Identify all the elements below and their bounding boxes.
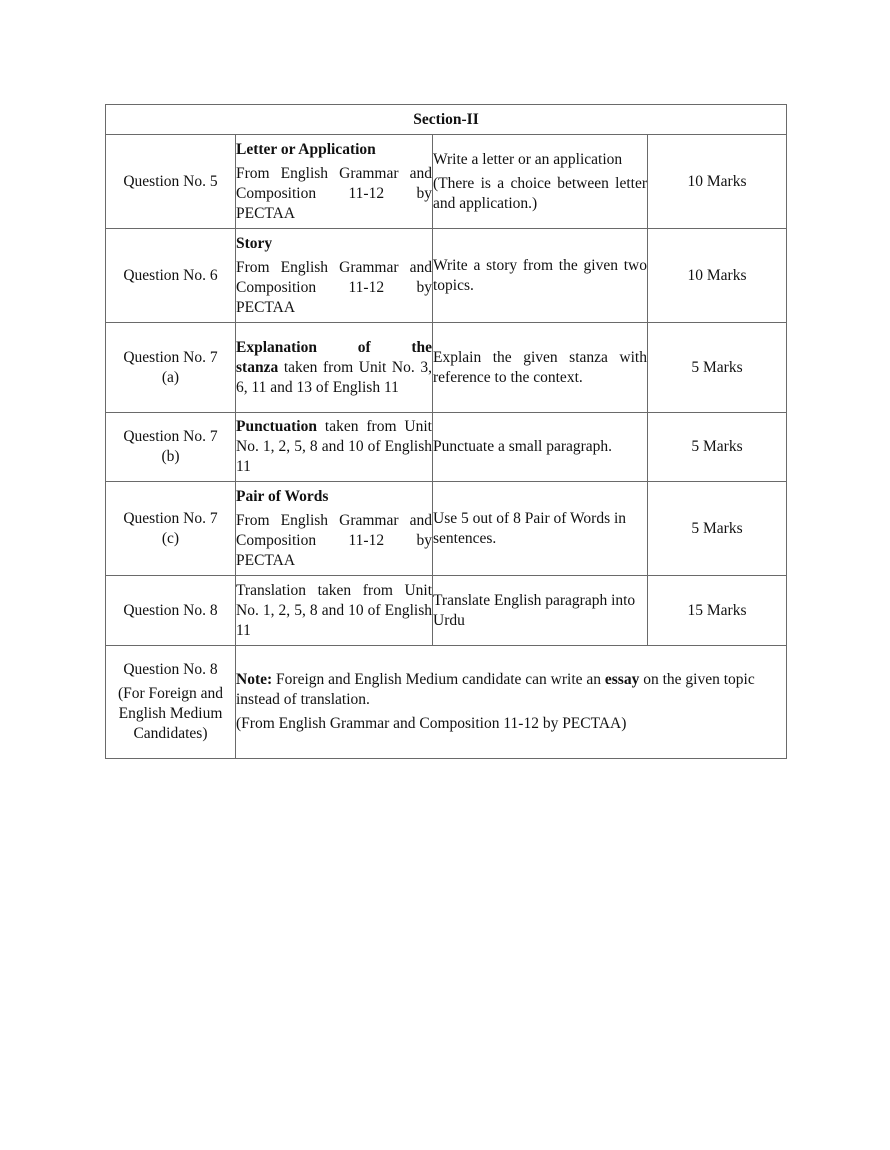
task-cell xyxy=(433,135,648,229)
note-text-2: on the given topic instead of translation. xyxy=(236,671,755,708)
topic-title: Explanation of the xyxy=(236,338,432,356)
task-text: Translate English paragraph into Urdu xyxy=(433,591,636,629)
marks: 15 Marks xyxy=(648,576,787,646)
marks: 5 Marks xyxy=(648,413,787,482)
question-sub: (b) xyxy=(161,448,180,465)
question-sub: (c) xyxy=(161,529,180,547)
topic-title: Punctuation xyxy=(236,418,317,435)
topic-cell xyxy=(236,413,433,482)
task-text: Punctuate a small paragraph. xyxy=(433,438,613,455)
topic-text: From English Grammar and Composition 11-12 by PECTAA xyxy=(236,511,432,569)
marks: 5 Marks xyxy=(648,482,787,576)
topic-text: From English Grammar and Composition 11-12 by PECTAA xyxy=(236,164,432,222)
table-row xyxy=(106,482,787,576)
section-header-row xyxy=(106,105,787,135)
topic-cell xyxy=(236,229,433,323)
question-number: Question No. 5 xyxy=(106,135,236,229)
task-text: Explain the given stanza with reference to the context. xyxy=(433,348,647,386)
table-row xyxy=(106,135,787,229)
section-title: Section-II xyxy=(106,105,787,135)
topic-title-cont: stanza xyxy=(236,358,279,376)
question-number-cell xyxy=(106,323,236,413)
topic-cell xyxy=(236,482,433,576)
topic-cell xyxy=(236,135,433,229)
note-source: (From English Grammar and Composition 11-12 by PECTAA) xyxy=(236,715,627,732)
question-number-cell xyxy=(106,646,236,759)
task-cell xyxy=(433,229,648,323)
topic-text: taken from Unit No. 1, 2, 5, 8 and 10 of English 11 xyxy=(236,418,432,475)
table-row xyxy=(106,413,787,482)
question-number-cell xyxy=(106,413,236,482)
question-number: Question No. 7 xyxy=(123,348,218,366)
table-row xyxy=(106,646,787,759)
note-text xyxy=(236,670,786,710)
topic-title: Letter or Application xyxy=(236,140,376,158)
task-cell xyxy=(433,413,648,482)
question-sub: (a) xyxy=(161,368,180,386)
note-cell xyxy=(236,646,787,759)
question-number: Question No. 8 xyxy=(123,661,218,678)
note-text-1: Foreign and English Medium candidate can write an xyxy=(276,671,602,688)
topic-title: Pair of Words xyxy=(236,487,329,505)
table-row xyxy=(106,576,787,646)
task-text: Use 5 out of 8 Pair of Words in sentences. xyxy=(433,509,627,547)
task-cell xyxy=(433,482,648,576)
question-number: Question No. 6 xyxy=(106,229,236,323)
topic-title: Story xyxy=(236,234,273,252)
question-number: Question No. 7 xyxy=(123,509,218,527)
question-number: Question No. 8 xyxy=(106,576,236,646)
marks: 5 Marks xyxy=(648,323,787,413)
question-number-cell xyxy=(106,482,236,576)
task-cell xyxy=(433,323,648,413)
task-text: Write a story from the given two topics. xyxy=(433,256,647,294)
topic-cell xyxy=(236,323,433,413)
note-label: Note: xyxy=(236,671,273,688)
question-sub: (For Foreign and English Medium Candidates) xyxy=(117,685,224,742)
table-row xyxy=(106,323,787,413)
table-row xyxy=(106,229,787,323)
topic-cell xyxy=(236,576,433,646)
topic-text: taken from Unit No. 3, 6, 11 and 13 of English 11 xyxy=(236,358,432,396)
topic-text: From English Grammar and Composition 11-12 by PECTAA xyxy=(236,258,432,316)
question-number: Question No. 7 xyxy=(123,428,218,445)
section-ii-table xyxy=(105,104,787,759)
topic-text: Translation taken from Unit No. 1, 2, 5, 8 and 10 of English 11 xyxy=(236,581,432,639)
marks: 10 Marks xyxy=(648,135,787,229)
marks: 10 Marks xyxy=(648,229,787,323)
task-cell xyxy=(433,576,648,646)
note-bold: essay xyxy=(604,671,640,688)
task-note: (There is a choice between letter and application.) xyxy=(433,174,647,212)
task-text: Write a letter or an application xyxy=(433,150,623,168)
